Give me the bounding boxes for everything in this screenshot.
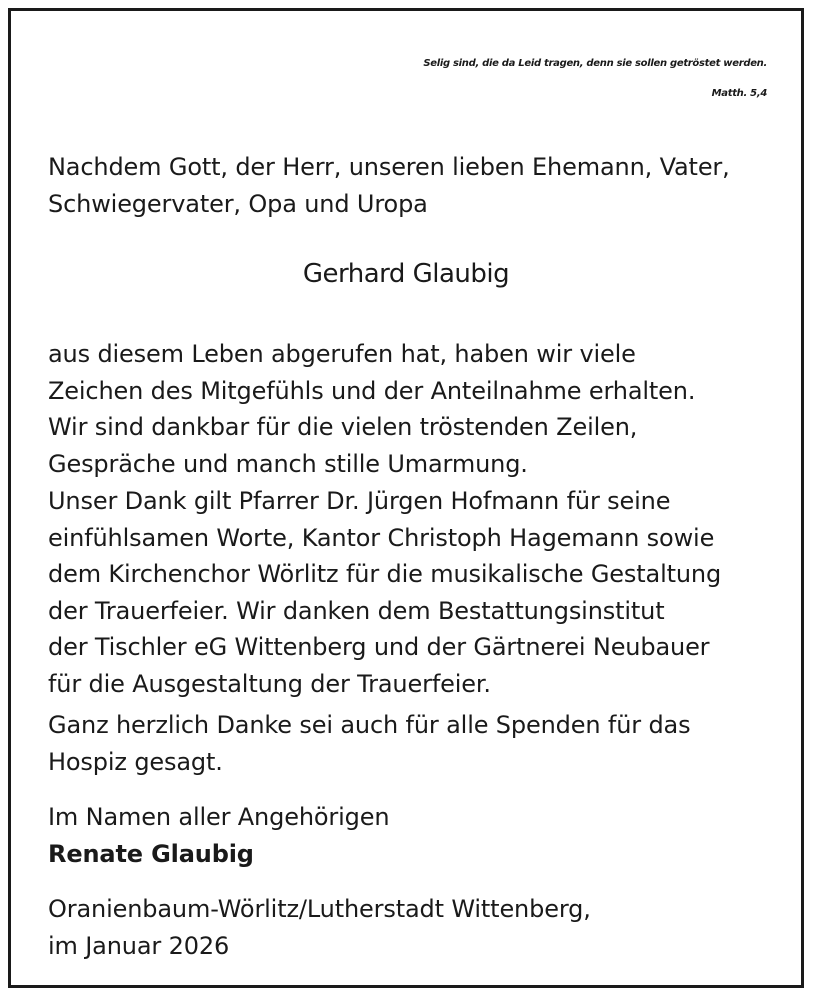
signature-intro: Im Namen aller Angehörigen	[48, 803, 390, 831]
paragraph-line: der Trauerfeier. Wir danken dem Bestattungsinstitut	[48, 596, 665, 625]
date-line: im Januar 2026	[48, 931, 230, 960]
paragraph-line: für die Ausgestaltung der Trauerfeier.	[48, 669, 491, 698]
intro-line: Schwiegervater, Opa und Uropa	[48, 189, 428, 218]
verse-text: Selig sind, die da Leid tragen, denn sie sollen getröstet werden.	[423, 58, 767, 69]
place-date-block	[48, 891, 783, 964]
thanks-paragraph-3	[48, 707, 783, 780]
deceased-name: Gerhard Glaubig	[302, 259, 510, 289]
paragraph-line: aus diesem Leben abgerufen hat, haben wir viele	[48, 340, 636, 368]
intro-line: Nachdem Gott, der Herr, unseren lieben Ehemann, Vater,	[48, 153, 730, 181]
paragraph-line: Wir sind dankbar für die vielen tröstenden Zeilen,	[48, 413, 638, 442]
intro-paragraph	[48, 149, 783, 222]
paragraph-line: Hospiz gesagt.	[48, 747, 223, 776]
paragraph-line: Gespräche und manch stille Umarmung.	[48, 449, 528, 478]
paragraph-line: dem Kirchenchor Wörlitz für die musikalische Gestaltung	[48, 560, 722, 589]
signature-name: Renate Glaubig	[48, 839, 254, 868]
paragraph-line: der Tischler eG Wittenberg und der Gärtnerei Neubauer	[48, 633, 710, 662]
paragraph-line: einfühlsamen Worte, Kantor Christoph Hagemann sowie	[48, 523, 715, 552]
signature-block	[48, 799, 783, 872]
paragraph-line: Ganz herzlich Danke sei auch für alle Spenden für das	[48, 711, 691, 739]
thanks-paragraph-1	[48, 336, 783, 482]
notice-frame	[8, 8, 804, 988]
notice-content	[11, 11, 801, 985]
verse-reference: Matth. 5,4	[711, 88, 767, 99]
paragraph-line: Unser Dank gilt Pfarrer Dr. Jürgen Hofmann für seine	[48, 487, 671, 515]
bible-verse	[11, 49, 767, 109]
paragraph-line: Zeichen des Mitgefühls und der Anteilnahme erhalten.	[48, 376, 696, 405]
thanks-paragraph-2	[48, 483, 783, 703]
place-line: Oranienbaum-Wörlitz/Lutherstadt Wittenberg,	[48, 895, 591, 923]
